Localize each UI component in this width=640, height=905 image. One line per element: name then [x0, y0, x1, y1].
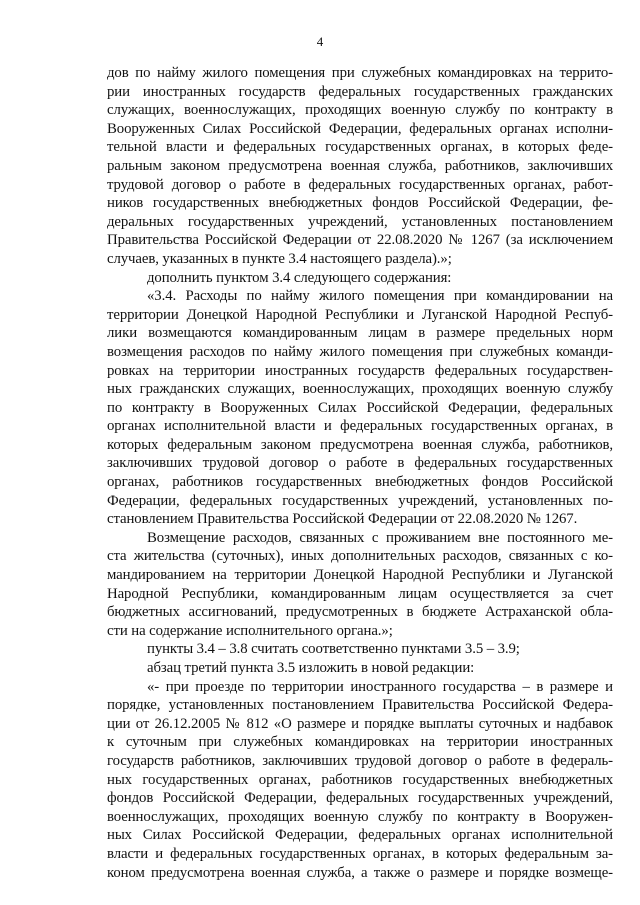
text-line: рии иностранных государств федеральных государственных гражданских — [107, 83, 613, 100]
text-line: возмещения расходов по найму жилого помещения при служебных команди- — [107, 343, 613, 360]
text-line: по контракту в Вооруженных Силах Российской Федерации, федеральных — [107, 399, 613, 416]
text-line: абзац третий пункта 3.5 изложить в новой редакции: — [147, 660, 475, 676]
text-line: заключивших трудовой договор о работе в федеральных государственных — [107, 455, 613, 472]
text-line: Правительства Российской Федерации от 22.08.2020 № 1267 (за исключением — [107, 232, 613, 249]
text-line: сти на содержание исполнительного органа.»; — [107, 622, 393, 639]
text-line: случаев, указанных в пункте 3.4 настоящего раздела).»; — [107, 250, 452, 267]
page-number: 4 — [316, 34, 324, 49]
text-line: служащих, военнослужащих, проходящих военную службу по контракту в — [107, 102, 613, 119]
text-line: дополнить пунктом 3.4 следующего содержания: — [147, 269, 452, 286]
text-line: органах исполнительной власти и федеральных государственных органах, в — [107, 418, 613, 435]
text-line: территории Донецкой Народной Республики и Луганской Народной Респуб- — [107, 306, 613, 323]
text-line: ников государственных внебюджетных фондов Российской Федерации, фе- — [107, 195, 613, 212]
text-line: Вооруженных Силах Российской Федерации, федеральных органах исполни- — [107, 120, 613, 137]
text-line: бюджетных ассигнований, предусмотренных в бюджете Астраханской обла- — [107, 604, 613, 621]
text-line: лики возмещаются командированным лицам в размере предельных норм — [107, 325, 613, 342]
text-line: ровках на территории иностранных государств федеральных государствен- — [107, 362, 613, 379]
text-line: «- при проезде по территории иностранного государства – в размере и — [147, 678, 613, 695]
text-line: порядке, установленных постановлением Правительства Российской Федера- — [107, 697, 613, 714]
text-line: дов по найму жилого помещения при служебных командировках на террито- — [107, 65, 613, 81]
text-line: Народной Республики, командированным лицам осуществляется за счет — [107, 585, 613, 602]
text-line: трудовой договор о работе в федеральных государственных органах, работ- — [107, 176, 613, 193]
text-line: власти и федеральных государственных органах, в которых федеральным за- — [107, 845, 613, 862]
text-line: к суточным при служебных командировках на территории иностранных — [107, 734, 613, 751]
text-line: которых федеральным законом предусмотрена военная служба, работников, — [107, 436, 613, 453]
text-line: государств работников, заключивших трудовой договор о работе в федераль- — [107, 752, 613, 769]
text-line: фондов Российской Федерации, федеральных государственных учреждений, — [107, 790, 613, 807]
text-line: «3.4. Расходы по найму жилого помещения при командировании на — [147, 288, 613, 305]
text-line: Федерации, федеральных государственных учреждений, установленных по- — [107, 492, 613, 509]
text-line: пункты 3.4 – 3.8 считать соответственно пунктами 3.5 – 3.9; — [147, 641, 520, 658]
text-line: становлением Правительства Российской Федерации от 22.08.2020 № 1267. — [107, 511, 578, 528]
text-line: мандированием на территории Донецкой Народной Республики и Луганской — [107, 567, 613, 584]
text-line: ных гражданских служащих, военнослужащих, проходящих военную службу — [107, 381, 613, 398]
text-line: ста жительства (суточных), иных дополнительных расходов, связанных с ко- — [107, 548, 613, 565]
text-line: ных Силах Российской Федерации, федеральных органах исполнительной — [107, 827, 613, 844]
text-line: ных государственных органах, работников государственных внебюджетных — [107, 771, 613, 788]
text-line: ции от 26.12.2005 № 812 «О размере и порядке выплаты суточных и надбавок — [107, 715, 613, 732]
document-body — [107, 64, 613, 882]
text-line: ральным законом предусмотрена военная служба, работников, заключивших — [107, 157, 613, 174]
text-line: органах, работников государственных внебюджетных фондов Российской — [107, 474, 613, 491]
text-line: тельной власти и федеральных государственных органах, в которых феде- — [107, 139, 613, 156]
text-line: военнослужащих, проходящих военную службу по контракту в Вооружен- — [107, 808, 613, 825]
text-line: деральных государственных учреждений, установленных постановлением — [107, 213, 613, 230]
text-line: коном предусмотрена военная служба, а также о размере и порядке возмеще- — [107, 864, 613, 881]
text-line: Возмещение расходов, связанных с проживанием вне постоянного ме- — [147, 529, 613, 546]
